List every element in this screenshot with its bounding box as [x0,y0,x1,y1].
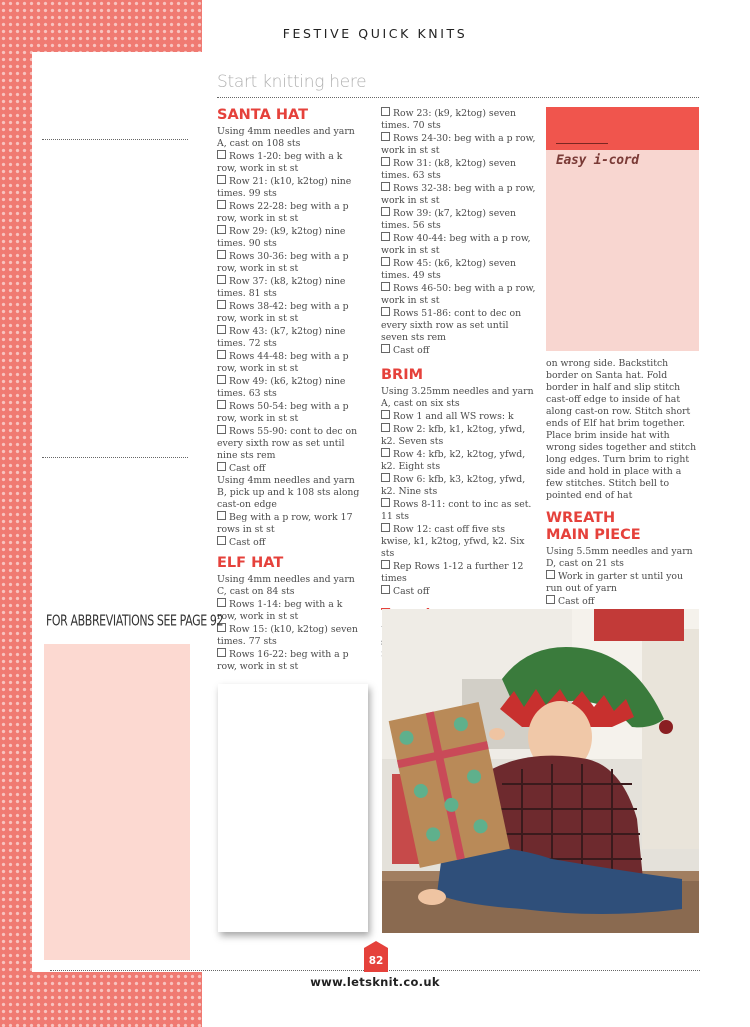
white-card [218,684,368,932]
pattern-row: Cast off [217,536,363,549]
pattern-row: Rows 1-20: beg with a k row, work in st st [217,151,343,174]
checkbox-icon [217,425,226,434]
pattern-row: Row 49: (k6, k2tog) nine times. 63 sts [217,376,346,399]
checkbox-icon [381,410,390,419]
divider [42,457,188,458]
pattern-row: Rows 1-14: beg with a k row, work in st st [217,599,343,622]
wreath-title: WREATH MAIN PIECE [546,510,641,543]
santa-hat-title: SANTA HAT [217,107,308,123]
pattern-row: Row 1 and all WS rows: k [381,410,536,423]
checkbox-icon [381,473,390,482]
checkbox-icon [217,400,226,409]
column-3 [546,358,700,608]
pattern-row: Row 12: cast off five sts kwise, k1, k2tog, yfwd, k2. Six sts [381,524,525,559]
checkbox-icon [217,175,226,184]
pattern-row: Rows 55-90: cont to dec on every sixth row as set until nine sts rem [217,426,358,461]
pink-side-panel [44,644,190,960]
checkbox-icon [217,275,226,284]
page-number-badge: 82 [364,948,388,972]
pattern-row: Rows 24-30: beg with a p row, work in st st [381,133,536,156]
baby-photo-illustration [382,609,699,933]
website-link[interactable]: www.letsknit.co.uk [310,975,440,989]
tip-box [546,107,699,351]
pattern-row: Row 43: (k7, k2tog) nine times. 72 sts [217,326,346,349]
pattern-row: Row 29: (k9, k2tog) nine times. 90 sts [217,226,346,249]
santa-hat-intro: Using 4mm needles and yarn A, cast on 108 sts [217,126,355,149]
brim-title: BRIM [381,367,424,383]
section-heading: Start knitting here [217,72,367,92]
pattern-row: Rows 8-11: cont to inc as set. 11 sts [381,499,532,522]
checkbox-icon [381,157,390,166]
pattern-row: Cast off [381,344,536,357]
abbreviations-note: FOR ABBREVIATIONS SEE PAGE 92 [46,612,224,630]
pattern-row: Row 23: (k9, k2tog) seven times. 70 sts [381,108,516,131]
checkbox-icon [217,350,226,359]
santa-hat-border-intro: Using 4mm needles and yarn B, pick up and k 108 sts along cast-on edge [217,475,360,510]
pattern-row: Row 21: (k10, k2tog) nine times. 99 sts [217,176,352,199]
checkbox-icon [217,375,226,384]
checkbox-icon [217,462,226,471]
checkbox-icon [217,325,226,334]
pattern-row: Rows 22-28: beg with a p row, work in st st [217,201,349,224]
tip-underline [556,143,608,144]
checkbox-icon [381,107,390,116]
pattern-row: Cast off [381,585,536,598]
divider [42,139,188,140]
checkbox-icon [381,560,390,569]
pattern-row: Row 45: (k6, k2tog) seven times. 49 sts [381,258,516,281]
checkbox-icon [217,200,226,209]
pattern-row: Row 2: kfb, k1, k2tog, yfwd, k2. Seven sts [381,424,526,447]
checkbox-icon [217,511,226,520]
checkbox-icon [381,282,390,291]
checkbox-icon [381,498,390,507]
page-header: FESTIVE QUICK KNITS [282,26,468,41]
checkbox-icon [381,423,390,432]
column-2 [381,107,536,661]
pattern-row: Row 6: kfb, k3, k2tog, yfwd, k2. Nine sts [381,474,526,497]
to-make-up-text-continued: on wrong side. Backstitch border on Santa hat. Fold border in half and slip stitch cast-off edge to inside of hat along cast-on row. Stitch short ends of Elf hat brim together. Place brim inside hat with wrong sides together and stitch long edges. Turn brim to right side and hold in place with a few stitches. Stitch bell to pointed end of hat [546,358,697,501]
divider [217,97,699,98]
pattern-row: Cast off [546,595,700,608]
checkbox-icon [381,207,390,216]
checkbox-icon [381,132,390,141]
pattern-row: Rows 50-54: beg with a p row, work in st st [217,401,349,424]
pattern-row: Beg with a p row, work 17 rows in st st [217,512,353,535]
checkbox-icon [381,523,390,532]
pattern-row: Rows 44-48: beg with a p row, work in st st [217,351,349,374]
tip-title: Easy i-cord [556,153,639,168]
pattern-row: Rows 32-38: beg with a p row, work in st st [381,183,536,206]
checkbox-icon [217,598,226,607]
checkbox-icon [217,536,226,545]
elf-hat-intro: Using 4mm needles and yarn C, cast on 84 sts [217,574,355,597]
pattern-row: Rep Rows 1-12 a further 12 times [381,561,524,584]
pattern-row: Row 15: (k10, k2tog) seven times. 77 sts [217,624,358,647]
checkbox-icon [217,250,226,259]
pattern-row: Rows 38-42: beg with a p row, work in st st [217,301,349,324]
checkbox-icon [217,150,226,159]
wreath-intro: Using 5.5mm needles and yarn D, cast on 21 sts [546,546,693,569]
checkbox-icon [217,648,226,657]
checkbox-icon [217,300,226,309]
checkbox-icon [217,225,226,234]
checkbox-icon [381,307,390,316]
checkbox-icon [546,595,555,604]
pattern-row: Row 37: (k8, k2tog) nine times. 81 sts [217,276,346,299]
column-1 [217,107,363,673]
elf-hat-title: ELF HAT [217,555,284,571]
pattern-row: Row 39: (k7, k2tog) seven times. 56 sts [381,208,516,231]
checkbox-icon [381,182,390,191]
brim-intro: Using 3.25mm needles and yarn A, cast on six sts [381,386,534,409]
pattern-row: Row 31: (k8, k2tog) seven times. 63 sts [381,158,516,181]
checkbox-icon [381,232,390,241]
pattern-row: Rows 30-36: beg with a p row, work in st st [217,251,349,274]
checkbox-icon [381,585,390,594]
baby-photo [382,609,699,933]
pattern-row: Cast off [217,462,363,475]
pattern-row: Row 4: kfb, k2, k2tog, yfwd, k2. Eight sts [381,449,526,472]
checkbox-icon [381,448,390,457]
checkbox-icon [381,257,390,266]
pattern-row: Rows 16-22: beg with a p row, work in st st [217,649,349,672]
pattern-row: Work in garter st until you run out of yarn [546,571,683,594]
pattern-row: Rows 46-50: beg with a p row, work in st st [381,283,536,306]
checkbox-icon [381,344,390,353]
pattern-row: Row 40-44: beg with a p row, work in st st [381,233,531,256]
pattern-row: Rows 51-86: cont to dec on every sixth row as set until seven sts rem [381,308,522,343]
checkbox-icon [546,570,555,579]
